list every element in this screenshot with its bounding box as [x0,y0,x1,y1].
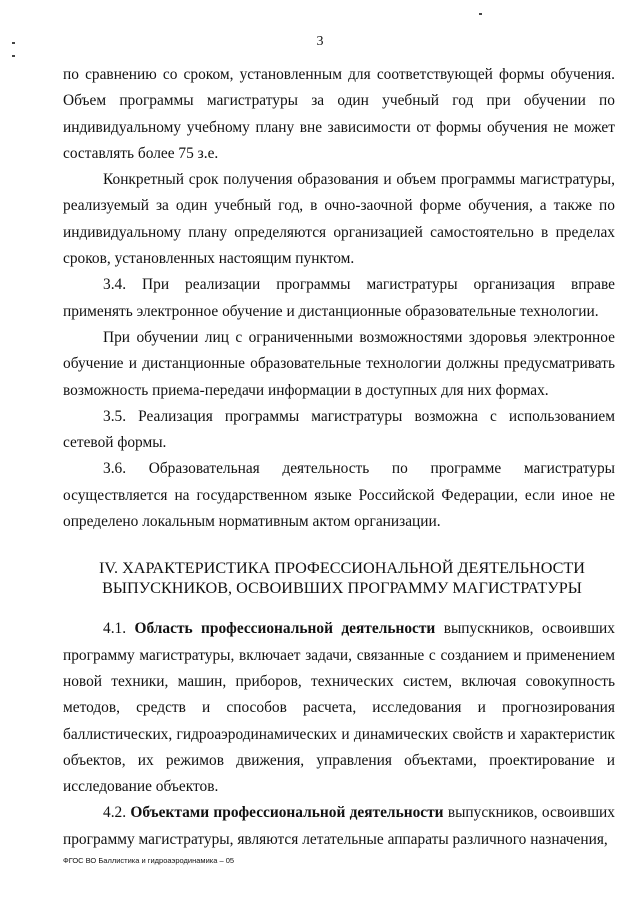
paragraph: по сравнению со сроком, установленным для соответствующей формы обучения. Объем программы магистратуры за один учебный год при обучении по индивидуальному учебному плану вне зависимости от формы обучения не может составлять более 75 з.е. [63,66,615,162]
item-4-2 [63,800,615,853]
scan-mark [12,55,15,57]
document-body [63,62,615,853]
section-heading-line: ВЫПУСКНИКОВ, ОСВОИВШИХ ПРОГРАММУ МАГИСТРАТУРЫ [102,579,582,598]
scan-mark [479,13,482,15]
paragraph: 3.4. При реализации программы магистратуры организация вправе применять электронное обучение и дистанционные образовательные технологии. [63,276,615,320]
item-text: выпускников, освоивших программу магистратуры, включает задачи, связанные с созданием и применением новой техники, машин, приборов, технических систем, включая совокупность методов, средств и способов расчета, исследования и прогнозирования баллистических, гидроаэродинамических и динамических свойств и характеристик объектов, их режимов движения, управления объектами, проектирование и исследование объектов. [63,620,615,796]
paragraph: 3.5. Реализация программы магистратуры возможна с использованием сетевой формы. [63,407,615,452]
item-4-1 [63,616,615,800]
paragraph: Конкретный срок получения образования и объем программы магистратуры, реализуемый за один учебный год, в очно-заочной форме обучения, а также по индивидуальному плану определяются организацией самостоятельно в пределах сроков, установленных настоящим пунктом. [63,171,615,268]
item-term: Область профессиональной деятельности [134,620,436,638]
item-text: выпускников, освоивших программу магистратуры, являются летательные аппараты различного назначения, [63,804,615,848]
paragraph: 3.6. Образовательная деятельность по программе магистратуры осуществляется на государственном языке Российской Федерации, если иное не определено локальным нормативным актом организации. [63,460,615,531]
item-term: Объектами профессиональной деятельности [130,804,444,822]
section-heading [63,558,615,598]
section-heading-line: IV. ХАРАКТЕРИСТИКА ПРОФЕССИОНАЛЬНОЙ ДЕЯТЕЛЬНОСТИ [99,559,585,578]
footer: ФГОС ВО Баллистика и гидроаэродинамика – 05 [63,856,235,865]
paragraph: При обучении лиц с ограниченными возможностями здоровья электронное обучение и дистанционные образовательные технологии должны предусматривать возможность приема-передачи информации в доступных для них формах. [63,328,615,399]
item-number: 4.2. [103,804,127,822]
item-number: 4.1. [103,620,127,638]
page-number: 3 [316,34,324,49]
